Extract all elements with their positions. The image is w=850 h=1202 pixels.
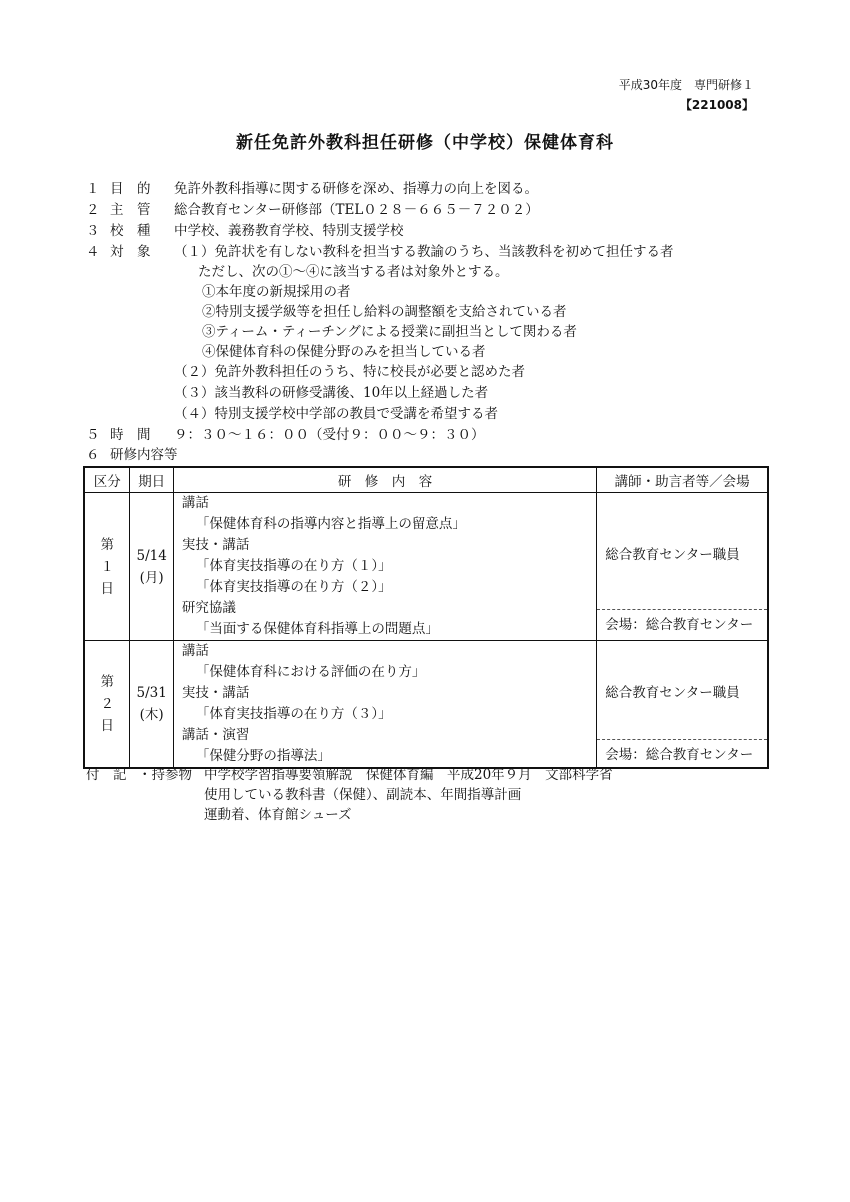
notes-header [86, 766, 613, 784]
date-cell [130, 641, 173, 769]
table-row [84, 641, 768, 769]
item-organizer [86, 201, 539, 219]
content-line: 「体育実技指導の在り方（１）」 [195, 558, 392, 574]
course-code: 【221008】 [679, 98, 754, 112]
item-number: １ [86, 181, 100, 197]
table-header-row [84, 467, 768, 493]
document-title: 新任免許外教科担任研修（中学校）保健体育科 [236, 133, 614, 153]
target-exclusion-2: ②特別支援学級等を担任し給料の調整額を支給されている者 [202, 304, 567, 320]
day-char: １ [100, 558, 114, 575]
item-text: ９：３０～１６：００（受付９：００～９：３０） [174, 427, 485, 443]
content-line: 実技・講話 [181, 685, 250, 701]
day-cell [84, 493, 130, 641]
content-line: 講話 [181, 495, 209, 511]
header-staff-venue: 講師・助言者等／会場 [597, 467, 768, 493]
target-exclusion-4: ④保健体育科の保健分野のみを担当している者 [202, 344, 486, 360]
day-char: 日 [100, 718, 114, 734]
table-row [84, 493, 768, 641]
notes-bullet: ・持参物 [138, 767, 192, 783]
notes-line: 運動着、体育館シューズ [204, 807, 352, 823]
day-cell [84, 641, 130, 769]
target-exclusion-3: ③ティーム・ティーチングによる授業に副担当として関わる者 [202, 324, 577, 340]
item-number: ６ [86, 447, 100, 463]
date-value: 5/31 [136, 685, 167, 701]
content-line: 「体育実技指導の在り方（２）」 [195, 579, 392, 595]
target-line-5: （４）特別支援学校中学部の教員で受講を希望する者 [174, 406, 498, 422]
schedule-table [83, 466, 769, 769]
item-number: ３ [86, 223, 100, 239]
notes-line: 使用している教科書（保健）、副読本、年間指導計画 [204, 787, 522, 803]
date-cell [130, 493, 173, 641]
content-line: 「体育実技指導の在り方（３）」 [195, 706, 392, 722]
day-char: ２ [100, 696, 114, 712]
weekday-value: (月) [139, 569, 164, 586]
item-school-type [86, 222, 404, 240]
day-char: 第 [100, 674, 114, 690]
content-line: 講話・演習 [181, 727, 250, 743]
target-line-3: （２）免許外教科担任のうち、特に校長が必要と認めた者 [174, 364, 525, 380]
item-label: 目 的 [110, 181, 151, 197]
day-char: 第 [100, 536, 114, 553]
item-number: ２ [86, 202, 100, 218]
item-text: 免許外教科指導に関する研修を深め、指導力の向上を図る。 [174, 181, 538, 197]
notes-label: 付 記 [86, 767, 127, 783]
notes-line: 中学校学習指導要領解説 保健体育編 平成20年９月 文部科学省 [204, 767, 613, 783]
content-line: 「保健分野の指導法」 [195, 748, 331, 764]
weekday-value: (木) [139, 707, 164, 723]
venue: 会場：総合教育センター [605, 617, 754, 633]
staff-name: 総合教育センター職員 [597, 643, 767, 740]
content-cell [173, 641, 596, 769]
item-label: 校 種 [110, 223, 151, 239]
target-line-4: （３）該当教科の研修受講後、10年以上経過した者 [174, 385, 489, 401]
target-line-2: ただし、次の①～④に該当する者は対象外とする。 [198, 264, 509, 280]
content-line: 「保健体育科における評価の在り方」 [195, 664, 426, 680]
header-category: 区分 [84, 467, 130, 493]
header-content: 研 修 内 容 [173, 467, 596, 493]
content-cell [173, 493, 596, 641]
content-line: 「当面する保健体育科指導上の問題点」 [195, 621, 439, 637]
item-contents [86, 446, 178, 464]
content-line: 講話 [181, 643, 209, 659]
item-label: 研修内容等 [110, 447, 178, 463]
day-char: 日 [100, 580, 114, 597]
staff-name: 総合教育センター職員 [597, 497, 767, 610]
item-number: ４ [86, 244, 100, 260]
item-purpose [86, 180, 538, 198]
item-label: 主 管 [110, 202, 151, 218]
item-label: 時 間 [110, 427, 151, 443]
date-value: 5/14 [136, 547, 167, 564]
staff-cell [597, 493, 768, 641]
header-date: 期日 [130, 467, 173, 493]
fiscal-year-label: 平成30年度 専門研修１ [618, 78, 754, 92]
staff-cell [597, 641, 768, 769]
item-text: 総合教育センター研修部（TEL０２８－６６５－７２０２） [174, 202, 539, 218]
item-label: 対 象 [110, 244, 151, 260]
item-number: ５ [86, 427, 100, 443]
target-line-1: （１）免許状を有しない教科を担当する教諭のうち、当該教科を初めて担任する者 [174, 244, 674, 260]
venue: 会場：総合教育センター [605, 746, 754, 763]
item-text: 中学校、義務教育学校、特別支援学校 [174, 223, 404, 239]
item-time [86, 426, 485, 444]
item-target [86, 243, 674, 261]
content-line: 「保健体育科の指導内容と指導上の留意点」 [195, 516, 466, 532]
target-exclusion-1: ①本年度の新規採用の者 [202, 284, 351, 300]
content-line: 研究協議 [181, 600, 236, 616]
content-line: 実技・講話 [181, 537, 250, 553]
